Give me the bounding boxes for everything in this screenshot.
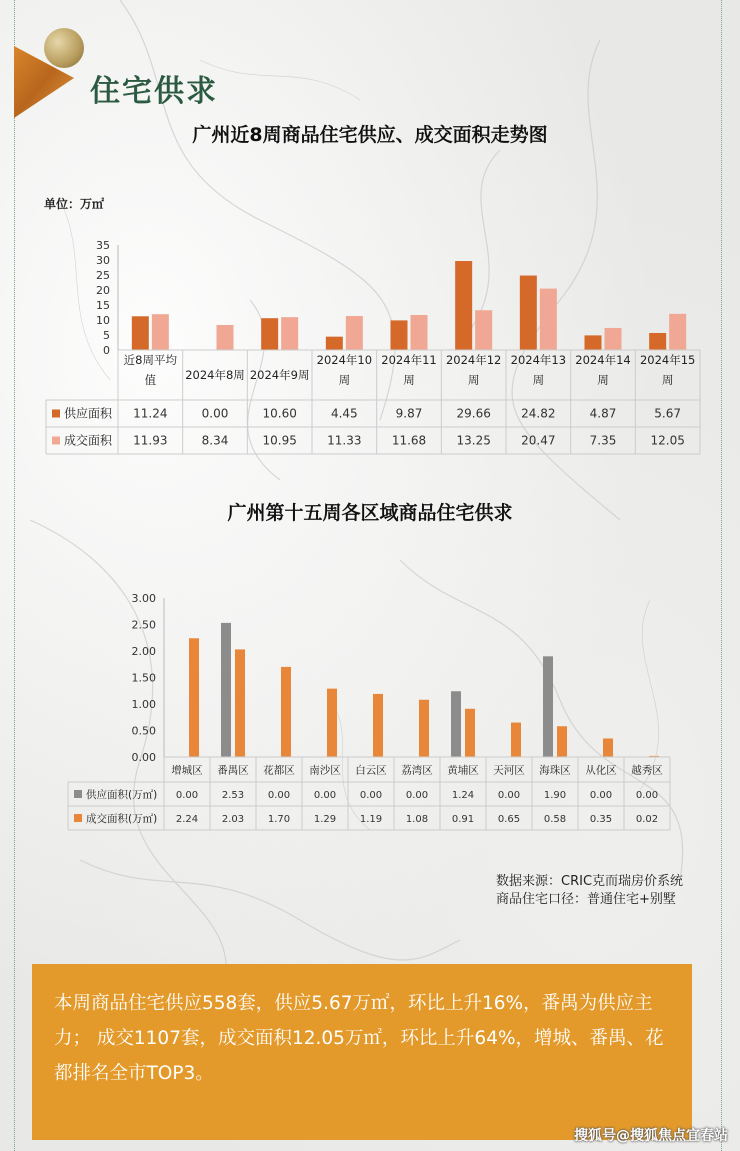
x-tick-label-8-1: 周 [661,373,674,387]
y-tick-label-5: 2.50 [131,618,156,632]
x-tick-label-8: 海珠区 [539,764,571,777]
legend-label-0: 供应面积 [64,406,113,421]
data-label-0-2: 10.60 [262,406,297,421]
legend-swatch-1 [74,814,82,822]
data-label-1-0: 11.93 [133,433,168,448]
x-tick-label-3-0: 2024年10 [316,353,373,367]
bar-deal-7 [605,328,622,350]
y-tick-label-4: 20 [96,284,110,297]
gold-circle-icon [44,28,84,68]
data-source: 数据来源：CRIC克而瑞房价系统 [496,874,684,889]
bar-supply-6 [451,691,461,757]
bar-deal-8 [669,314,686,350]
x-tick-label-6-1: 周 [532,373,545,387]
bar-supply-8 [649,333,666,350]
y-tick-label-0: 0 [103,344,110,357]
x-tick-label-6-0: 2024年13 [510,353,567,367]
data-label-0-0: 11.24 [133,406,168,421]
x-tick-label-3: 南沙区 [309,764,341,777]
bar-deal-4 [411,315,428,350]
bar-supply-1 [221,623,231,757]
data-label-1-6: 20.47 [521,433,556,448]
y-tick-label-1: 5 [103,329,110,342]
data-label-1-7: 0.65 [497,814,521,825]
data-label-1-8: 12.05 [650,433,685,448]
data-label-0-2: 0.00 [267,790,291,801]
y-tick-label-1: 0.50 [131,724,156,738]
bar-supply-2 [261,318,278,350]
unit-label: 单位：万㎡ [44,197,105,211]
x-tick-label-0: 增城区 [171,764,203,777]
bar-supply-8 [543,656,553,757]
x-tick-label-2: 2024年9周 [249,368,310,382]
legend-swatch-0 [52,410,60,418]
legend-label-0: 供应面积(万㎡) [86,789,158,801]
data-label-0-7: 4.87 [589,406,617,421]
legend-swatch-1 [52,437,60,445]
bar-deal-2 [281,317,298,350]
bar-deal-9 [603,738,613,757]
y-tick-label-6: 3.00 [131,592,156,605]
bar-deal-0 [189,638,199,757]
bar-deal-7 [511,723,521,757]
data-label-1-1: 8.34 [201,433,229,448]
y-tick-label-3: 1.50 [131,671,156,685]
x-tick-label-3-1: 周 [338,373,351,387]
data-scope: 商品住宅口径：普通住宅+别墅 [496,892,676,907]
bar-supply-5 [455,261,472,350]
legend-label-1: 成交面积(万㎡) [86,813,158,825]
x-tick-label-0-0: 近8周平均 [123,353,177,367]
bar-deal-3 [327,689,337,757]
data-label-0-7: 0.00 [497,790,521,801]
bar-deal-4 [373,694,383,757]
data-label-0-6: 24.82 [521,406,556,421]
data-label-0-3: 0.00 [313,790,337,801]
y-tick-label-0: 0.00 [131,751,156,764]
bar-deal-2 [281,667,291,757]
bar-supply-0 [132,316,149,350]
data-label-0-9: 0.00 [589,790,613,801]
legend-swatch-0 [74,790,82,798]
data-label-0-4: 0.00 [359,790,383,801]
bar-deal-5 [475,310,492,350]
section-title: 住宅供求 [90,74,218,109]
data-label-1-10: 0.02 [635,814,659,825]
y-tick-label-5: 25 [96,269,110,282]
watermark: 搜狐号@搜狐焦点宜春站 [574,1128,728,1144]
data-label-0-8: 1.90 [543,790,567,801]
data-label-1-8: 0.58 [543,814,567,825]
bar-deal-0 [152,314,169,350]
x-tick-label-9: 从化区 [585,764,617,777]
legend-label-1: 成交面积 [64,433,113,448]
x-tick-label-5-1: 周 [467,373,480,387]
data-label-0-10: 0.00 [635,790,659,801]
data-label-1-1: 2.03 [221,814,245,825]
data-label-1-2: 1.70 [267,814,291,825]
chart1-supply-deal-trend [0,220,740,470]
bar-deal-5 [419,700,429,757]
y-tick-label-3: 15 [96,299,110,312]
data-label-1-5: 1.08 [405,814,429,825]
x-tick-label-1: 2024年8周 [185,368,245,382]
bar-supply-4 [391,320,408,350]
data-label-0-1: 0.00 [201,406,229,421]
x-tick-label-4-0: 2024年11 [381,353,437,367]
bar-deal-1 [217,325,234,350]
bar-deal-8 [557,726,567,757]
y-tick-label-6: 30 [96,254,110,267]
x-tick-label-6: 黄埔区 [447,764,479,777]
chart2-title: 广州第十五周各区域商品住宅供求 [227,502,513,524]
y-tick-label-2: 1.00 [131,698,156,711]
bar-supply-7 [585,335,602,350]
x-tick-label-4-1: 周 [403,373,415,387]
x-tick-label-7-0: 2024年14 [575,353,631,367]
x-tick-label-5: 荔湾区 [401,764,433,777]
x-tick-label-4: 白云区 [355,764,387,777]
data-label-1-3: 11.33 [327,433,362,448]
data-label-0-0: 0.00 [175,790,199,801]
y-tick-label-7: 35 [96,239,110,252]
data-label-0-4: 9.87 [395,406,423,421]
data-label-1-5: 13.25 [456,433,491,448]
data-label-1-4: 1.19 [359,814,383,825]
summary-box [32,964,692,1140]
x-tick-label-7-1: 周 [597,373,609,387]
summary-text: 本周商品住宅供应558套，供应5.67万㎡，环比上升16%，番禺为供应主力； 成交1107套，成交面积12.05万㎡，环比上升64%，增城、番禺、花都排名全市TOP3。 [54,993,664,1084]
data-label-0-8: 5.67 [654,406,682,421]
data-label-0-1: 2.53 [221,790,245,801]
data-label-1-7: 7.35 [589,433,617,448]
bar-deal-1 [235,649,245,757]
chart1-title: 广州近8周商品住宅供应、成交面积走势图 [192,124,548,146]
bar-deal-6 [540,289,557,350]
data-label-1-9: 0.35 [589,814,613,825]
x-tick-label-5-0: 2024年12 [445,353,502,367]
x-tick-label-0-1: 值 [144,373,157,387]
bar-supply-3 [326,337,343,350]
x-tick-label-2: 花都区 [263,764,295,777]
data-label-0-6: 1.24 [451,790,475,801]
data-label-1-4: 11.68 [391,433,427,448]
data-label-1-3: 1.29 [313,814,337,825]
chart2-district-supply-deal [0,585,740,835]
data-label-1-0: 2.24 [175,814,199,825]
x-tick-label-1: 番禺区 [217,764,249,777]
y-tick-label-4: 2.00 [131,645,156,658]
x-tick-label-7: 天河区 [493,764,525,777]
data-label-0-3: 4.45 [330,406,358,421]
data-label-1-2: 10.95 [262,433,297,448]
x-tick-label-10: 越秀区 [631,764,663,777]
data-label-0-5: 29.66 [456,406,491,421]
bar-deal-3 [346,316,363,350]
x-tick-label-8-0: 2024年15 [639,353,696,367]
y-tick-label-2: 10 [96,314,110,327]
bar-deal-6 [465,709,475,757]
bar-supply-6 [520,276,537,350]
data-label-1-6: 0.91 [451,814,475,825]
data-label-0-5: 0.00 [405,790,429,801]
